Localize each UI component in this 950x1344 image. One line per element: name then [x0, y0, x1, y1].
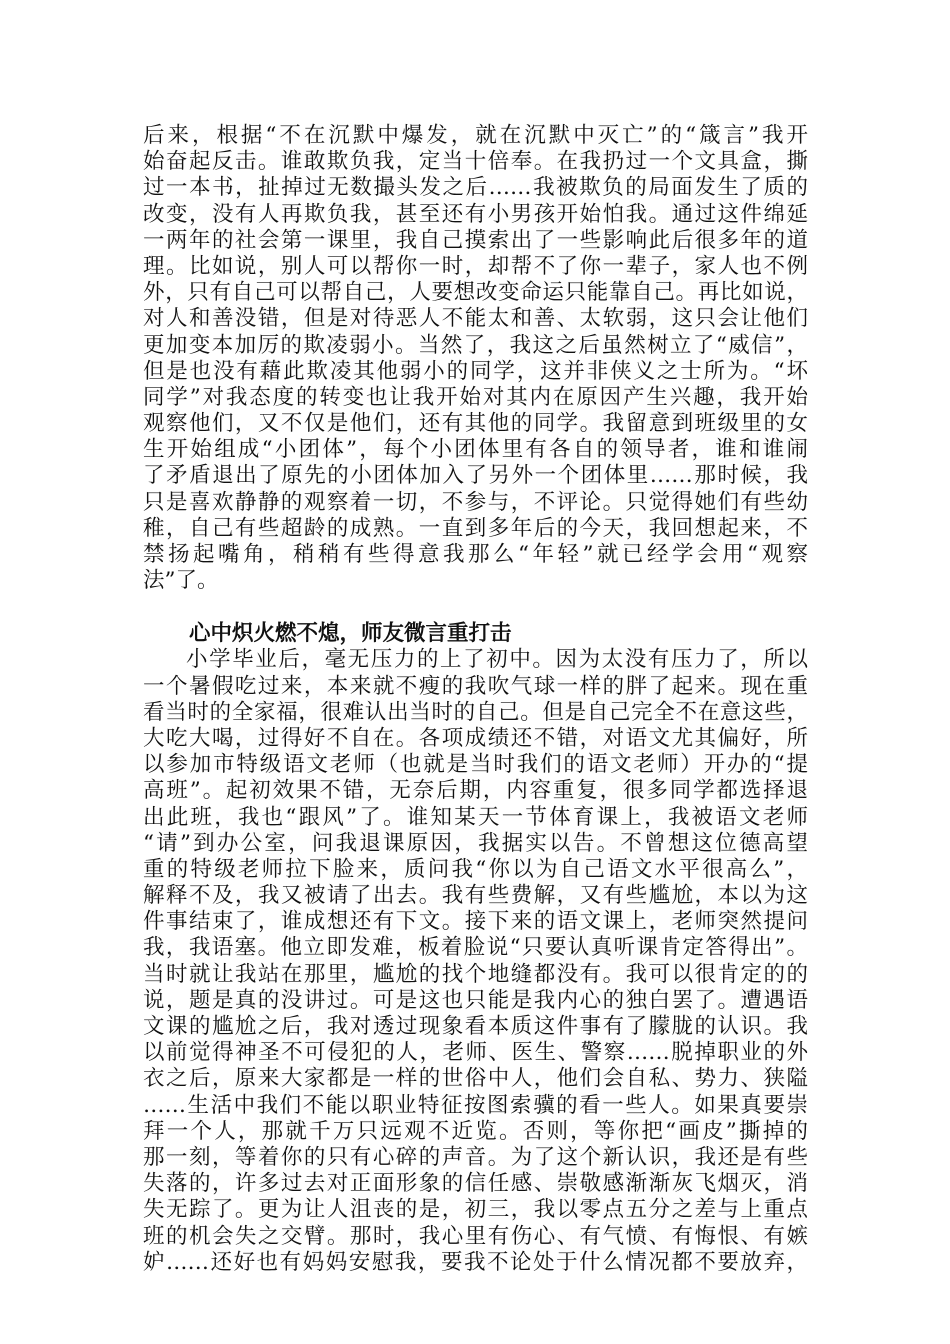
paragraph-line: 我，我语塞。他立即发难，板着脸说“只要认真听课肯定答得出”。 [143, 935, 808, 961]
paragraph-line: 小学毕业后，毫无压力的上了初中。因为太没有压力了，所以 [186, 647, 808, 673]
paragraph-line: 法”了。 [143, 568, 219, 594]
paragraph-line: 件事结束了，谁成想还有下文。接下来的语文课上，老师突然提问 [143, 909, 808, 935]
paragraph-line: 了矛盾退出了原先的小团体加入了另外一个团体里……那时候，我 [143, 463, 808, 489]
paragraph-line: 文课的尴尬之后，我对透过现象看本质这件事有了朦胧的认识。我 [143, 1014, 808, 1039]
paragraph-line: 禁扬起嘴角，稍稍有些得意我那么“年轻”就已经学会用“观察 [143, 542, 808, 567]
paragraph-line: ……生活中我们不能以职业特征按图索骥的看一些人。如果真要崇 [143, 1092, 808, 1118]
paragraph-line: 始奋起反击。谁敢欺负我，定当十倍奉。在我扔过一个文具盒，撕 [143, 149, 808, 175]
paragraph-line: 解释不及，我又被请了出去。我有些费解，又有些尴尬，本以为这 [143, 883, 808, 909]
paragraph-line: 过一本书，扯掉过无数撮头发之后……我被欺负的局面发生了质的 [143, 175, 808, 201]
section-1-body [143, 123, 808, 594]
paragraph-line: 妒……还好也有妈妈安慰我，要我不论处于什么情况都不要放弃， [143, 1249, 808, 1275]
paragraph-line: 更加变本加厉的欺凌弱小。当然了，我这之后虽然树立了“威信”， [143, 332, 808, 358]
paragraph-line: 衣之后，原来大家都是一样的世俗中人，他们会自私、势力、狭隘 [143, 1066, 808, 1092]
paragraph-line: 失无踪了。更为让人沮丧的是，初三，我以零点五分之差与上重点 [143, 1197, 808, 1223]
paragraph-line: 重的特级老师拉下脸来，质问我“你以为自己语文水平很高么”， [143, 856, 808, 882]
paragraph-line: 大吃大喝，过得好不自在。各项成绩还不错，对语文尤其偏好，所 [143, 725, 808, 751]
paragraph-line: 对人和善没错，但是对待恶人不能太和善、太软弱，这只会让他们 [143, 306, 808, 332]
paragraph-line: 班的机会失之交臂。那时，我心里有伤心、有气愤、有悔恨、有嫉 [143, 1223, 808, 1249]
paragraph-line: 那一刻，等着你的只有心碎的声音。为了这个新认识，我还是有些 [143, 1144, 808, 1170]
paragraph-line: 以前觉得神圣不可侵犯的人，老师、医生、警察……脱掉职业的外 [143, 1040, 808, 1066]
paragraph-line: 拜一个人，那就千万只远观不近览。否则，等你把“画皮”撕掉的 [143, 1118, 808, 1144]
paragraph-line: 外，只有自己可以帮自己，人要想改变命运只能靠自己。再比如说， [143, 280, 808, 306]
paragraph-line: 稚，自己有些超龄的成熟。一直到多年后的今天，我回想起来，不 [143, 515, 808, 541]
section-gap [143, 594, 808, 620]
document-page [143, 123, 808, 1276]
paragraph-line: 同学”对我态度的转变也让我开始对其内在原因产生兴趣，我开始 [143, 384, 808, 410]
paragraph-line: 后来，根据“不在沉默中爆发，就在沉默中灭亡”的“箴言”我开 [143, 123, 808, 148]
section-heading: 心中炽火燃不熄，师友微言重打击 [189, 621, 512, 647]
paragraph-line: 一两年的社会第一课里，我自己摸索出了一些影响此后很多年的道 [143, 227, 808, 253]
paragraph-line: 但是也没有藉此欺凌其他弱小的同学，这并非侠义之士所为。“坏 [143, 358, 808, 384]
paragraph-line: 说，题是真的没讲过。可是这也只能是我内心的独白罢了。遭遇语 [143, 987, 808, 1013]
paragraph-line: 当时就让我站在那里，尴尬的找个地缝都没有。我可以很肯定的的 [143, 961, 808, 987]
paragraph-line: 看当时的全家福，很难认出当时的自己。但是自己完全不在意这些， [143, 699, 808, 725]
paragraph-line: 只是喜欢静静的观察着一切，不参与，不评论。只觉得她们有些幼 [143, 489, 808, 515]
paragraph-line: “请”到办公室，问我退课原因，我据实以告。不曾想这位德高望 [143, 830, 808, 856]
section-2-body [143, 647, 808, 1276]
paragraph-line: 高班”。起初效果不错，无奈后期，内容重复，很多同学都选择退 [143, 778, 808, 804]
paragraph-line: 出此班，我也“跟风”了。谁知某天一节体育课上，我被语文老师 [143, 804, 808, 830]
paragraph-line: 失落的，许多过去对正面形象的信任感、崇敬感渐渐灰飞烟灭，消 [143, 1171, 808, 1197]
paragraph-line: 一个暑假吃过来，本来就不瘦的我吹气球一样的胖了起来。现在重 [143, 673, 808, 699]
paragraph-line: 改变，没有人再欺负我，甚至还有小男孩开始怕我。通过这件绵延 [143, 201, 808, 227]
paragraph-line: 生开始组成“小团体”，每个小团体里有各自的领导者，谁和谁闹 [143, 437, 808, 463]
paragraph-line: 以参加市特级语文老师（也就是当时我们的语文老师）开办的“提 [143, 752, 808, 778]
paragraph-line: 观察他们，又不仅是他们，还有其他的同学。我留意到班级里的女 [143, 411, 808, 437]
paragraph-line: 理。比如说，别人可以帮你一时，却帮不了你一辈子，家人也不例 [143, 253, 808, 279]
